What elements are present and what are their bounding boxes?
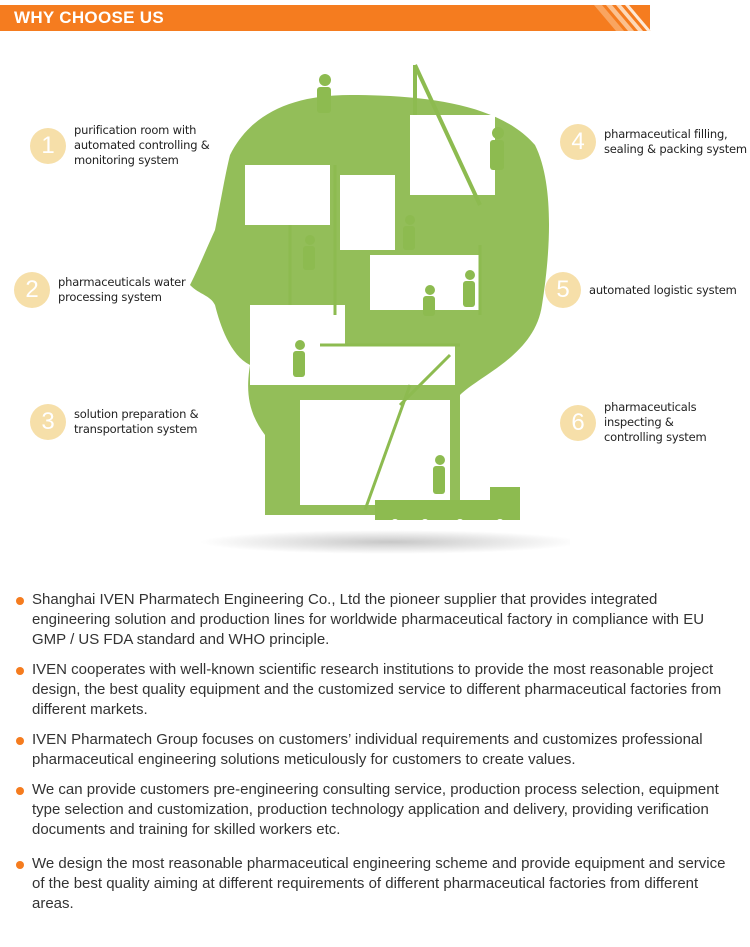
feature-label: solution preparation & transportation system xyxy=(74,407,199,436)
feature-label: pharmaceuticals water processing system xyxy=(58,275,186,304)
feature-number-badge: 2 xyxy=(14,272,50,308)
feature-number-badge: 1 xyxy=(30,128,66,164)
feature-number-badge: 5 xyxy=(545,272,581,308)
section-title: WHY CHOOSE US xyxy=(14,8,164,27)
list-item: IVEN Pharmatech Group focuses on customers’ individual requirements and customizes professional pharmaceutical engineering solutions meticulously for customers to create values. xyxy=(16,730,734,770)
feature-label: purification room with automated controlling & monitoring system xyxy=(74,123,210,167)
feature-label: automated logistic system xyxy=(589,282,737,297)
description-list xyxy=(16,590,734,924)
list-item: We can provide customers pre-engineering consulting service, production process selection, equipment type selection and customization, production technology application and delivery, providing verification documents and training for skilled workers etc. xyxy=(16,780,734,840)
feature-number-badge: 6 xyxy=(560,405,596,441)
feature-item-2 xyxy=(14,272,188,308)
section-header-bar xyxy=(0,5,650,31)
feature-label: pharmaceutical filling, sealing & packing system xyxy=(604,127,747,156)
list-item: We design the most reasonable pharmaceutical engineering scheme and provide equipment and service of the best quality aiming at different requirements of different pharmaceutical factories from different areas. xyxy=(16,854,734,914)
header-stripes-decoration xyxy=(580,5,670,31)
feature-number-badge: 4 xyxy=(560,124,596,160)
feature-label: pharmaceuticals inspecting & controlling system xyxy=(604,400,707,444)
list-item: IVEN cooperates with well-known scientific research institutions to provide the most reasonable project design, the best quality equipment and the customized service to different pharmaceutical factories from different markets. xyxy=(16,660,734,720)
head-construction-illustration xyxy=(170,55,570,560)
feature-number-badge: 3 xyxy=(30,404,66,440)
feature-item-4 xyxy=(560,124,749,160)
feature-item-6 xyxy=(560,400,724,445)
list-item: Shanghai IVEN Pharmatech Engineering Co., Ltd the pioneer supplier that provides integrated engineering solution and production lines for worldwide pharmaceutical factory in compliance with EU GMP / US FDA standard and WHO principle. xyxy=(16,590,734,650)
feature-item-5 xyxy=(545,272,739,308)
